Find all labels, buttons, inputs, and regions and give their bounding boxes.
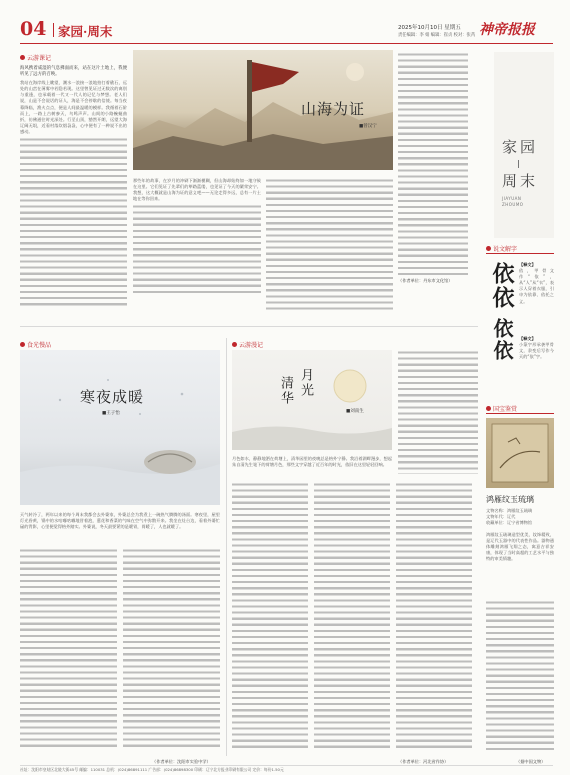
- artifact-caption: （据中国文物）: [516, 759, 546, 764]
- column-title-box: [494, 52, 554, 238]
- editors-line: 责任编辑：李 娟 编辑：崔贞 校对：张芮: [398, 33, 476, 38]
- column-divider: [226, 338, 227, 756]
- masthead: [0, 0, 570, 46]
- story2-byline: ■王子怡: [102, 411, 120, 416]
- body-text-lines: [396, 482, 472, 750]
- section-kicker: 云游课记: [20, 53, 51, 62]
- story2-title: 寒夜成暖: [80, 388, 145, 406]
- date-line: 2025年10月10日 星期五: [398, 25, 461, 31]
- story2-columns: [20, 548, 220, 748]
- artifact-body-lines: [486, 600, 554, 750]
- story-body-continued: 那些年的故事，在岁月的冲刷下渐渐模糊，但山海却始终如一地守候在这里。它们见证了先辈们的筚路蓝缕，也见证了今天的繁荣安宁。我想，这大概就是山海为证的意义吧——无论走得多远，总有一片土地在等你回来。: [133, 178, 261, 202]
- calligraphy-note-heading: 【释文】: [519, 336, 536, 341]
- body-text-lines: [20, 548, 117, 748]
- footer-line: 社址：沈阳市皇姑区北陵大街45号 邮编：110031 总机：(024)86891111 广告部：(024)86898300 印刷：辽宁北方报业印刷有限公司 定价：每份1.50元: [20, 767, 284, 772]
- headline-title: 山海为证: [301, 100, 366, 118]
- story3-columns: [232, 482, 472, 750]
- calligraphy-note-text: 依，甲骨文作“依”，从“人”从“衣”，表示人穿着衣服，引申为依靠、依托之义。: [519, 268, 554, 304]
- masthead-rule: [20, 43, 553, 44]
- column-title-line-2: 周末: [502, 172, 539, 190]
- story-body: 我站在海岸线上眺望，潮水一浪接一浪地拍打着礁石，远处的山峦在薄雾中若隐若现。这里曾见证过无数次的离别与重逢，也承载着一代又一代人的记忆与梦想。老人们说，山是不会说话的证人，海是不会停歇的信使。每当夜幕降临，渔火点点，便是人间最温暖的模样。我循着石阶而上，一路上古树参天，鸟鸣声声。山间的小路蜿蜒曲折，仿佛通往时光深处。行至山顶，豁然开朗，远望大海辽阔无垠，近看村落炊烟袅袅，心中便有了一种说不出的感动。: [20, 80, 127, 134]
- artifact-illustration: [486, 418, 554, 488]
- body-text-lines: [133, 204, 261, 296]
- body-text-lines: [398, 52, 468, 276]
- headline-photo: [133, 50, 393, 170]
- story3-body: 月色如水，静静地洒在荷塘上，清华园里的夜晚总是格外宁静。我沿着湖畔漫步，想起朱自清先生笔下的荷塘月色，那些文字穿越了近百年的时光，依旧在这里轻轻回响。: [232, 456, 392, 468]
- body-text-lines: [266, 178, 393, 312]
- footer-rule: [20, 765, 553, 766]
- calligraphy-note-heading: 【释文】: [519, 262, 536, 267]
- body-text-lines: [314, 482, 390, 750]
- winter-photo: [20, 350, 220, 505]
- top-story-column-3: [266, 178, 393, 312]
- artifact-collection-line: 收藏单位：辽宁省博物馆: [486, 520, 533, 526]
- calligraphy-characters-second: 依依: [490, 318, 514, 362]
- headline-byline: ■曾汉宁: [359, 124, 377, 129]
- column-title-line-1: 家园: [502, 138, 539, 156]
- section-kicker: 云游漫记: [232, 340, 263, 349]
- body-text-lines: [20, 137, 127, 307]
- moonlight-photo: [232, 350, 392, 450]
- column-title-divider: [518, 160, 519, 168]
- page-number: 04: [20, 18, 47, 40]
- story-lead: 海风携着咸湿的气息拂面而来，站在这片土地上，我便听见了远方的召唤。: [20, 66, 127, 78]
- story3-caption: （作者单位：河北省作协）: [398, 759, 449, 764]
- story3-title-2: 清华: [278, 376, 293, 406]
- artifact-name-line: 文物名称：鸿雁纹玉琉璃: [486, 508, 533, 513]
- calligraphy-rule: [486, 253, 554, 254]
- column-subtitle: JIAYUAN ZHOUMO: [502, 196, 524, 207]
- page-number-divider: [53, 23, 54, 37]
- top-story-caption: （作者单位：丹东市文化馆）: [398, 278, 453, 283]
- calligraphy-note-1: [519, 262, 554, 305]
- artifact-heading: 国宝鉴赏: [486, 404, 517, 413]
- artifact-body: 鸿雁纹玉琉璃造型优美，纹饰精致，是辽代玉器中的代表性作品。器物通体雕刻鸿雁飞翔之态，寓意吉祥安康，体现了当时高超的工艺水平与独特的审美情趣。: [486, 532, 554, 562]
- top-story-column-1: [20, 66, 127, 324]
- calligraphy-characters: 依依: [489, 262, 515, 310]
- winter-scene-illustration: [20, 350, 220, 505]
- artifact-rule: [486, 413, 554, 414]
- calligraphy-note-text: 小篆字形承袭甲骨文，隶变后写作今天的“依”字。: [519, 342, 554, 360]
- artifact-meta: [486, 508, 554, 526]
- artifact-era-line: 文物年代：辽代: [486, 514, 516, 520]
- body-text-lines: [232, 482, 308, 750]
- artifact-photo: [486, 418, 554, 488]
- section-kicker: 食光慢品: [20, 340, 51, 349]
- calligraphy-note-2: [519, 336, 554, 360]
- story3-byline: ■刘南生: [346, 409, 364, 414]
- brand-logo: 神帝报报: [479, 22, 535, 38]
- story2-caption: （作者单位：沈阳市实验中学）: [152, 759, 211, 764]
- story3-right-column: [398, 350, 478, 474]
- top-story-column-2: [133, 178, 261, 312]
- body-text-lines: [123, 548, 220, 748]
- story2-body: 天气转冷了，两年以来的每个周末我都会去外婆家，外婆总会为我煮上一碗热气腾腾的汤面。寒夜里，屋里灯光昏黄，锅中的水咕嘟咕嘟地冒着泡，葱花和香菜的气味在空气中弥散开来。我坐在灶台边，看着外婆忙碌的背影，心里便觉得格外踏实。外婆说，冬天最要紧的是暖胃，胃暖了，人也就暖了。: [20, 512, 220, 530]
- moon-illustration: [232, 350, 392, 450]
- story3-title-1: 月光: [298, 368, 313, 398]
- top-story-column-4: [398, 52, 468, 276]
- artifact-title: 鸿雁纹玉琉璃: [486, 495, 534, 504]
- section-title: 家园·周末: [58, 24, 113, 39]
- calligraphy-heading: 说文解字: [486, 244, 517, 253]
- section-divider: [20, 326, 478, 327]
